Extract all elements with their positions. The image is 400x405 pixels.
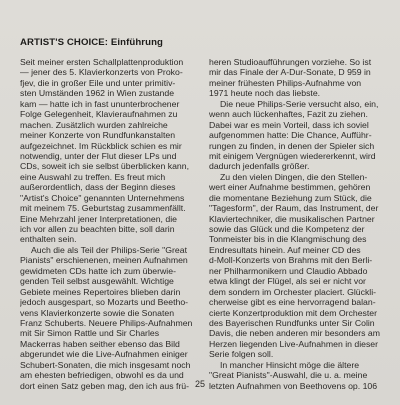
- text-line: genden Teil selbst ausgewählt. Wichtige: [20, 276, 174, 287]
- text-line: Dabei war es mein Vorteil, dass ich soviel: [209, 119, 369, 130]
- text-line: ner Philharmonikern und Claudio Abbado: [209, 265, 368, 276]
- text-line: dadurch jedenfalls größer.: [209, 161, 310, 172]
- text-line: sowie das Glück und die Kompetenz der: [209, 224, 365, 234]
- text-line: Tonmeister bis in die Klangmischung des: [209, 234, 367, 245]
- text-line: gewidmeten CDs hatte ich zum überwie-: [20, 265, 176, 276]
- text-line: meiner Konzerte von Rundfunkanstalten: [20, 130, 176, 141]
- text-line: am ehesten befriedigen, obwohl es da und: [20, 370, 184, 381]
- text-line: Franz Schuberts. Neuere Philips-Aufnahmen: [20, 317, 193, 328]
- text-line: enthalten sein.: [20, 234, 77, 245]
- text-line: kam — hatte ich in fast ununterbrochener: [20, 98, 180, 109]
- text-line: vens Klavierkonzerte sowie die Sonaten: [20, 307, 175, 318]
- text-line: mir das Finale der A-Dur-Sonate, D 959 in: [209, 67, 371, 78]
- left-text-column: [20, 57, 196, 391]
- text-line: Die neue Philips-Serie versucht also, ein,: [220, 98, 379, 109]
- text-line: abgerundet wie die Live-Aufnahmen einiger: [20, 349, 188, 360]
- text-line: Klaviertechniker, die musikalischen Partner: [209, 213, 375, 224]
- text-line: "Great Pianists"-Auswahl, die u. a. meine: [209, 370, 368, 381]
- text-line: CDs, soweit ich sie selbst überblicken kann,: [20, 161, 189, 172]
- text-line: "Artist's Choice" genannten Unternehmens: [20, 192, 185, 203]
- text-line: etwa klingt der Flügel, als sei er nicht vor: [209, 276, 366, 287]
- text-line: cierte Konzertproduktion mit dem Orchester: [209, 307, 378, 318]
- text-line: Herzen liegenden Live-Aufnahmen in dieser: [209, 338, 379, 349]
- text-line: Serie folgen soll.: [209, 349, 274, 360]
- text-line: In mancher Hinsicht möge die ältere: [220, 359, 360, 370]
- text-line: heren Studioaufführungen vorziehe. So ist: [209, 57, 372, 67]
- text-line: jedoch ausgespart, so Mozarts und Beetho-: [20, 297, 189, 308]
- text-line: dem sondern im Orchester placiert. Glückli-: [209, 286, 377, 297]
- text-line: Endresultats hinein. Auf meiner CD des: [209, 244, 361, 255]
- text-line: aufgezeichnet. Im Rückblick schien es mir: [20, 140, 182, 151]
- text-line: Eine Mehrzahl jener Interpretationen, die: [20, 213, 177, 224]
- text-line: Mackerras haben seither ebenso das Bild: [20, 338, 180, 349]
- text-line: Davis, die neben anderen mir besonders am: [209, 328, 380, 339]
- right-text-column: [209, 57, 385, 391]
- text-line: Schubert-Sonaten, die mich insgesamt noch: [20, 359, 191, 370]
- text-line: eine Auswahl zu treffen. Es freut mich: [20, 171, 166, 182]
- text-line: sten Umständen 1962 in Wien zustande: [20, 88, 175, 99]
- text-line: rungen zu finden, in denen der Spieler sich: [209, 140, 375, 151]
- text-line: Gebiete meines Repertoires blieben darin: [20, 286, 181, 297]
- text-line: mit meinem 75. Geburtstag zusammenfällt.: [20, 203, 186, 214]
- text-line: Seit meiner ersten Schallplattenproduktion: [20, 57, 184, 67]
- text-line: fjev, die in großer Eile und unter primitiv-: [20, 77, 176, 88]
- text-line: "Tagesform", der Raum, das Instrument, der: [209, 203, 379, 214]
- text-line: außerordentlich, dass der Beginn dieses: [20, 182, 176, 193]
- text-line: d-Moll-Konzerts von Brahms mit den Berli-: [209, 255, 373, 266]
- text-line: cherweise gibt es eine hervorragend balan-: [209, 297, 376, 308]
- text-line: wert einer Aufnahme bestimmen, gehören: [209, 182, 371, 193]
- text-line: — jener des 5. Klavierkonzerts von Proko-: [20, 67, 183, 78]
- text-line: letzten Aufnahmen von Beethovens op. 106: [209, 380, 378, 391]
- text-line: die momentane Beziehung zum Stück, die: [209, 192, 372, 203]
- text-line: notwendig, unter der Flut dieser LPs und: [20, 150, 177, 161]
- text-line: ich vor allen zu beachten bitte, soll darin: [20, 224, 175, 234]
- text-line: mit einigem Vergnügen wiedererkennt, wird: [209, 150, 376, 161]
- text-line: Folge Gelegenheit, Klavieraufnahmen zu: [20, 109, 178, 120]
- text-line: Zu den vielen Dingen, die den Stellen-: [220, 171, 368, 182]
- section-heading: ARTIST'S CHOICE: Einführung: [20, 37, 164, 48]
- text-line: dort einen Satz geben mag, den ich aus frü-: [20, 380, 190, 391]
- text-line: aufgenommen hatte: Die Chance, Aufführ-: [209, 130, 372, 141]
- text-line: meiner frühesten Philips-Aufnahme von: [209, 77, 362, 88]
- text-line: wenn auch lückenhaftes, Fazit zu ziehen.: [209, 109, 368, 120]
- text-line: 1971 heute noch das liebste.: [209, 88, 321, 99]
- text-line: mit Sir Simon Rattle und Sir Charles: [20, 328, 160, 339]
- page-number: 25: [194, 379, 205, 389]
- text-line: Auch die als Teil der Philips-Serie "Great: [31, 244, 187, 255]
- text-line: machen. Zusätzlich wurden zahlreiche: [20, 119, 168, 130]
- text-line: des Bayerischen Rundfunks unter Sir Colin: [209, 317, 375, 328]
- text-line: Pianists" erschienenen, meinen Aufnahmen: [20, 255, 188, 266]
